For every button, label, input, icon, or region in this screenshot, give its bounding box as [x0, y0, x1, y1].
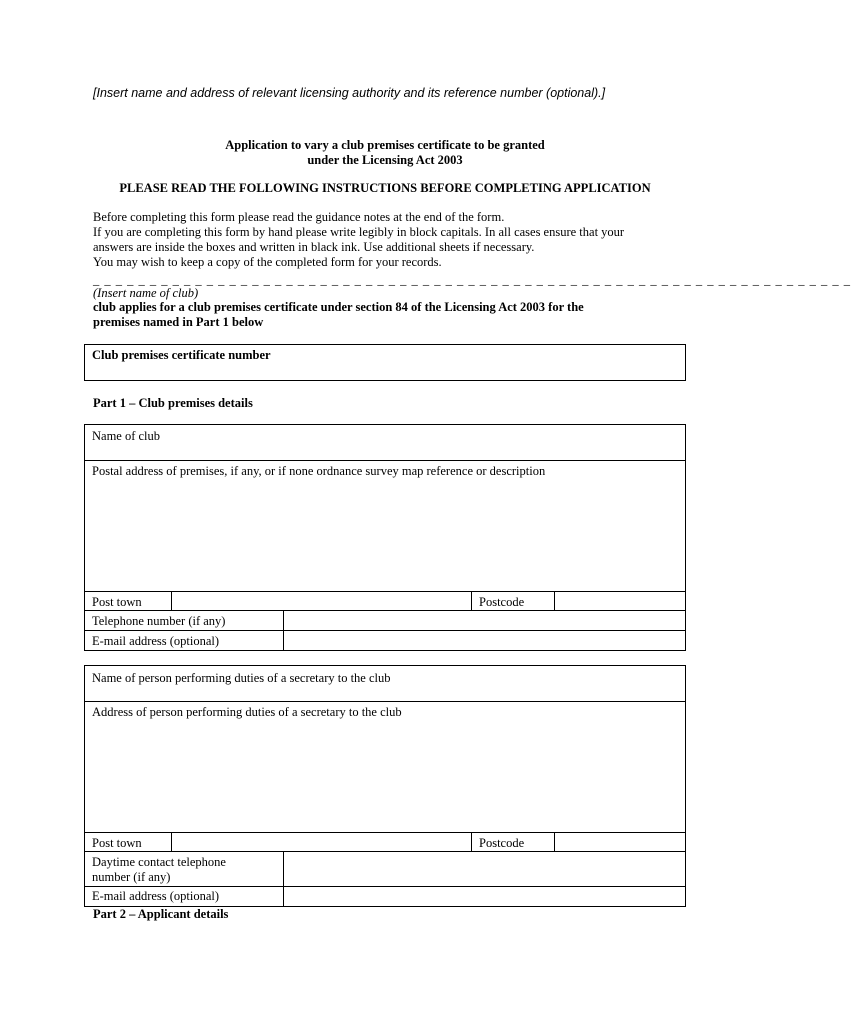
divider [85, 630, 685, 631]
club-name-dash-line[interactable]: _ _ _ _ _ _ _ _ _ _ _ _ _ _ _ _ _ _ _ _ _ _ _ _ _ _ _ _ _ _ _ _ _ _ _ _ _ _ _ _ _ _ _ _ _ _ _ _ _ _ _ _ _ _ _ _ _ _ _ _ _ _ _ _ _ _ _ [93, 273, 851, 287]
secretary-address-label: Address of person performing duties of a secretary to the club [92, 705, 402, 719]
telephone-label: Telephone number (if any) [92, 614, 226, 628]
part1-heading: Part 1 – Club premises details [93, 396, 253, 410]
instruction-line: Before completing this form please read the guidance notes at the end of the form. [93, 210, 505, 224]
part2-heading: Part 2 – Applicant details [93, 907, 229, 921]
postal-address-label: Postal address of premises, if any, or if none ordnance survey map reference or description [92, 464, 546, 478]
telephone-label-line2: number (if any) [92, 870, 171, 884]
insert-club-name-hint: (Insert name of club) [93, 286, 199, 300]
divider [85, 460, 685, 461]
divider [85, 701, 685, 702]
post-town-label: Post town [92, 836, 142, 850]
secretary-details-table [84, 665, 686, 907]
name-of-club-label: Name of club [92, 429, 161, 443]
divider [471, 591, 472, 610]
part1-club-premises-table [84, 424, 686, 651]
postcode-label: Postcode [479, 836, 525, 850]
telephone-label-line1: Daytime contact telephone [92, 855, 226, 869]
form-title-line1: Application to vary a club premises certificate to be granted [225, 138, 545, 152]
instructions-heading: PLEASE READ THE FOLLOWING INSTRUCTIONS BEFORE COMPLETING APPLICATION [119, 181, 651, 195]
form-title-line2: under the Licensing Act 2003 [307, 153, 463, 167]
divider [171, 591, 172, 610]
club-statement-line1: club applies for a club premises certificate under section 84 of the Licensing Act 2003 for the [93, 300, 584, 314]
certificate-number-box[interactable] [84, 344, 686, 381]
divider [85, 851, 685, 852]
divider [283, 851, 284, 906]
authority-note: [Insert name and address of relevant licensing authority and its reference number (optional).] [93, 86, 606, 100]
post-town-label: Post town [92, 595, 142, 609]
certificate-number-label: Club premises certificate number [92, 348, 271, 362]
instruction-line: answers are inside the boxes and written in black ink. Use additional sheets if necessary. [93, 240, 535, 254]
divider [85, 886, 685, 887]
divider [85, 610, 685, 611]
divider [171, 832, 172, 851]
secretary-name-label: Name of person performing duties of a secretary to the club [92, 671, 391, 685]
divider [85, 832, 685, 833]
divider [554, 591, 555, 610]
instruction-line: If you are completing this form by hand please write legibly in block capitals. In all cases ensure that your [93, 225, 625, 239]
instruction-line: You may wish to keep a copy of the completed form for your records. [93, 255, 442, 269]
divider [85, 591, 685, 592]
postcode-label: Postcode [479, 595, 525, 609]
club-statement-line2: premises named in Part 1 below [93, 315, 264, 329]
divider [471, 832, 472, 851]
email-label: E-mail address (optional) [92, 634, 220, 648]
divider [554, 832, 555, 851]
email-label: E-mail address (optional) [92, 889, 220, 903]
instructions-text [93, 210, 693, 270]
